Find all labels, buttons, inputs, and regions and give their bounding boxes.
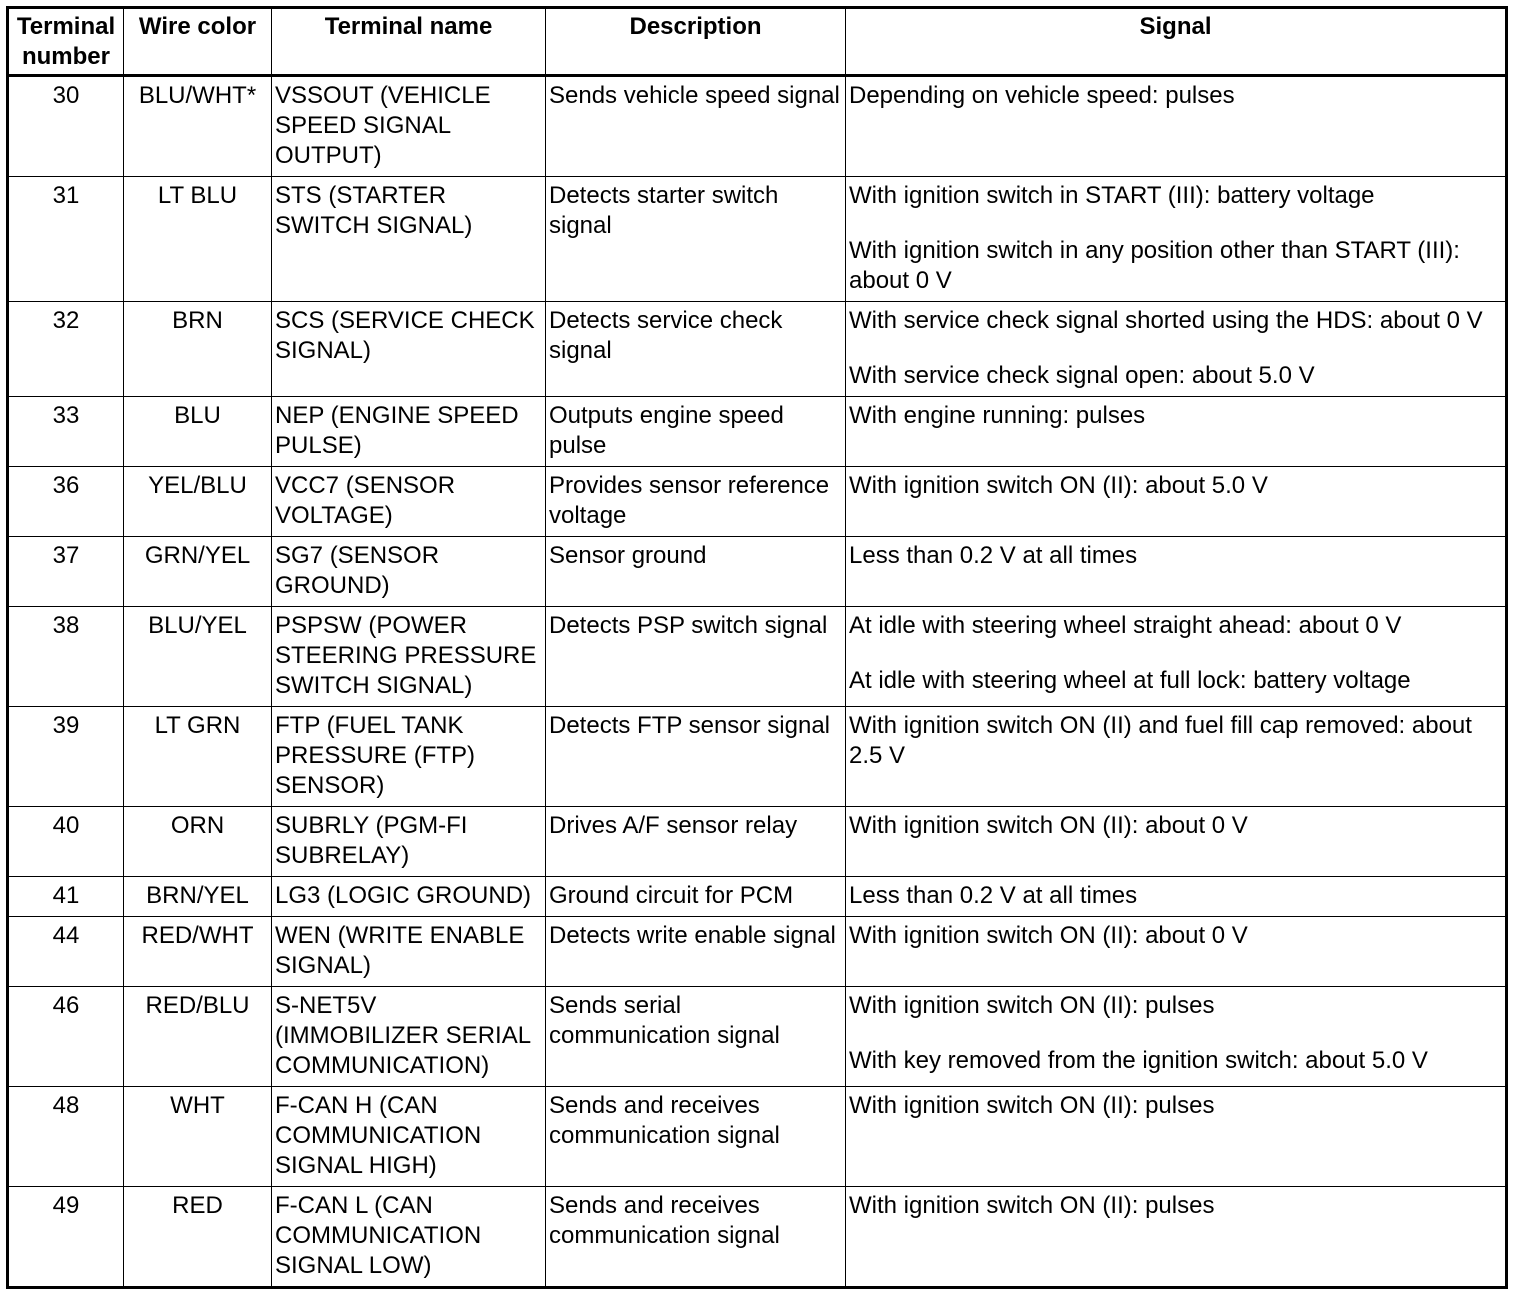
- terminal-number-cell: 33: [8, 397, 124, 467]
- description-cell: Detects write enable signal: [546, 917, 846, 987]
- description-cell: Detects PSP switch signal: [546, 607, 846, 707]
- signal-cell: [846, 987, 1507, 1087]
- terminal-number-cell: 36: [8, 467, 124, 537]
- signal-cell: [846, 177, 1507, 302]
- terminal-name-cell: NEP (ENGINE SPEED PULSE): [272, 397, 546, 467]
- table-body: [8, 76, 1507, 1288]
- table-row: [8, 1187, 1507, 1288]
- signal-line: At idle with steering wheel at full lock: battery voltage: [849, 667, 1411, 694]
- terminal-number-cell: 44: [8, 917, 124, 987]
- table-row: [8, 397, 1507, 467]
- terminal-name-cell: STS (STARTER SWITCH SIGNAL): [272, 177, 546, 302]
- signal-line: Less than 0.2 V at all times: [849, 542, 1138, 569]
- description-cell: Detects service check signal: [546, 302, 846, 397]
- table-row: [8, 302, 1507, 397]
- terminal-name-cell: F-CAN H (CAN COMMUNICATION SIGNAL HIGH): [272, 1087, 546, 1187]
- terminal-name-cell: VCC7 (SENSOR VOLTAGE): [272, 467, 546, 537]
- header-row: [8, 8, 1507, 76]
- table-row: [8, 177, 1507, 302]
- wire-color-cell: BRN: [124, 302, 272, 397]
- terminal-number-cell: 31: [8, 177, 124, 302]
- signal-cell: [846, 607, 1507, 707]
- description-cell: Sends vehicle speed signal: [546, 76, 846, 177]
- signal-line: With engine running: pulses: [849, 402, 1146, 429]
- signal-line: With key removed from the ignition switch: about 5.0 V: [849, 1047, 1428, 1074]
- wire-color-cell: LT BLU: [124, 177, 272, 302]
- signal-line: Less than 0.2 V at all times: [849, 882, 1138, 909]
- signal-cell: [846, 1187, 1507, 1288]
- signal-cell: [846, 76, 1507, 177]
- table-row: [8, 1087, 1507, 1187]
- signal-line: With ignition switch ON (II): about 0 V: [849, 922, 1248, 949]
- terminal-name-cell: FTP (FUEL TANK PRESSURE (FTP) SENSOR): [272, 707, 546, 807]
- description-cell: Sends serial communication signal: [546, 987, 846, 1087]
- table-row: [8, 707, 1507, 807]
- table-row: [8, 877, 1507, 917]
- signal-line: With ignition switch ON (II) and fuel fill cap removed: about 2.5 V: [849, 712, 1472, 769]
- signal-line: With ignition switch ON (II): pulses: [849, 1092, 1215, 1119]
- signal-cell: [846, 397, 1507, 467]
- signal-cell: [846, 537, 1507, 607]
- signal-cell: [846, 1087, 1507, 1187]
- signal-cell: [846, 917, 1507, 987]
- signal-line: With ignition switch in START (III): battery voltage: [849, 182, 1375, 209]
- terminal-name-cell: LG3 (LOGIC GROUND): [272, 877, 546, 917]
- signal-line: At idle with steering wheel straight ahead: about 0 V: [849, 612, 1402, 639]
- terminal-name-cell: F-CAN L (CAN COMMUNICATION SIGNAL LOW): [272, 1187, 546, 1288]
- terminal-number-cell: 30: [8, 76, 124, 177]
- terminal-name-cell: SCS (SERVICE CHECK SIGNAL): [272, 302, 546, 397]
- description-cell: Sends and receives communication signal: [546, 1087, 846, 1187]
- terminal-name-cell: SUBRLY (PGM-FI SUBRELAY): [272, 807, 546, 877]
- wire-color-cell: RED/BLU: [124, 987, 272, 1087]
- signal-line: With ignition switch ON (II): about 5.0 V: [849, 472, 1268, 499]
- table-row: [8, 807, 1507, 877]
- terminal-name-cell: S-NET5V (IMMOBILIZER SERIAL COMMUNICATION): [272, 987, 546, 1087]
- wire-color-cell: BLU/YEL: [124, 607, 272, 707]
- terminal-number-cell: 39: [8, 707, 124, 807]
- header-signal: Signal: [846, 8, 1507, 76]
- wire-color-cell: RED/WHT: [124, 917, 272, 987]
- terminal-name-cell: WEN (WRITE ENABLE SIGNAL): [272, 917, 546, 987]
- wire-color-cell: GRN/YEL: [124, 537, 272, 607]
- signal-cell: [846, 302, 1507, 397]
- description-cell: Outputs engine speed pulse: [546, 397, 846, 467]
- header-wire-color: Wire color: [124, 8, 272, 76]
- description-cell: Drives A/F sensor relay: [546, 807, 846, 877]
- terminal-name-cell: SG7 (SENSOR GROUND): [272, 537, 546, 607]
- table-row: [8, 76, 1507, 177]
- signal-cell: [846, 467, 1507, 537]
- description-cell: Sensor ground: [546, 537, 846, 607]
- signal-cell: [846, 807, 1507, 877]
- terminal-name-cell: VSSOUT (VEHICLE SPEED SIGNAL OUTPUT): [272, 76, 546, 177]
- wire-color-cell: LT GRN: [124, 707, 272, 807]
- header-description: Description: [546, 8, 846, 76]
- terminal-table: [6, 6, 1508, 1289]
- signal-line: With ignition switch in any position other than START (III): about 0 V: [849, 237, 1460, 294]
- signal-line: With ignition switch ON (II): pulses: [849, 1192, 1215, 1219]
- table-row: [8, 607, 1507, 707]
- terminal-number-cell: 40: [8, 807, 124, 877]
- wire-color-cell: BRN/YEL: [124, 877, 272, 917]
- signal-line: With ignition switch ON (II): pulses: [849, 992, 1215, 1019]
- terminal-number-cell: 49: [8, 1187, 124, 1288]
- wire-color-cell: BLU/WHT*: [124, 76, 272, 177]
- description-cell: Detects FTP sensor signal: [546, 707, 846, 807]
- wire-color-cell: ORN: [124, 807, 272, 877]
- terminal-number-cell: 37: [8, 537, 124, 607]
- description-cell: Sends and receives communication signal: [546, 1187, 846, 1288]
- signal-line: Depending on vehicle speed: pulses: [849, 82, 1235, 109]
- terminal-number-cell: 41: [8, 877, 124, 917]
- header-terminal-number: Terminal number: [8, 8, 124, 76]
- wire-color-cell: YEL/BLU: [124, 467, 272, 537]
- description-cell: Detects starter switch signal: [546, 177, 846, 302]
- signal-cell: [846, 707, 1507, 807]
- table-row: [8, 537, 1507, 607]
- wire-color-cell: WHT: [124, 1087, 272, 1187]
- header-terminal-name: Terminal name: [272, 8, 546, 76]
- terminal-number-cell: 32: [8, 302, 124, 397]
- terminal-number-cell: 38: [8, 607, 124, 707]
- table-row: [8, 467, 1507, 537]
- wire-color-cell: BLU: [124, 397, 272, 467]
- wire-color-cell: RED: [124, 1187, 272, 1288]
- table-row: [8, 917, 1507, 987]
- terminal-number-cell: 46: [8, 987, 124, 1087]
- signal-line: With ignition switch ON (II): about 0 V: [849, 812, 1248, 839]
- signal-cell: [846, 877, 1507, 917]
- signal-line: With service check signal shorted using the HDS: about 0 V: [849, 307, 1483, 334]
- table-row: [8, 987, 1507, 1087]
- description-cell: Ground circuit for PCM: [546, 877, 846, 917]
- signal-line: With service check signal open: about 5.0 V: [849, 362, 1315, 389]
- terminal-name-cell: PSPSW (POWER STEERING PRESSURE SWITCH SIGNAL): [272, 607, 546, 707]
- description-cell: Provides sensor reference voltage: [546, 467, 846, 537]
- terminal-number-cell: 48: [8, 1087, 124, 1187]
